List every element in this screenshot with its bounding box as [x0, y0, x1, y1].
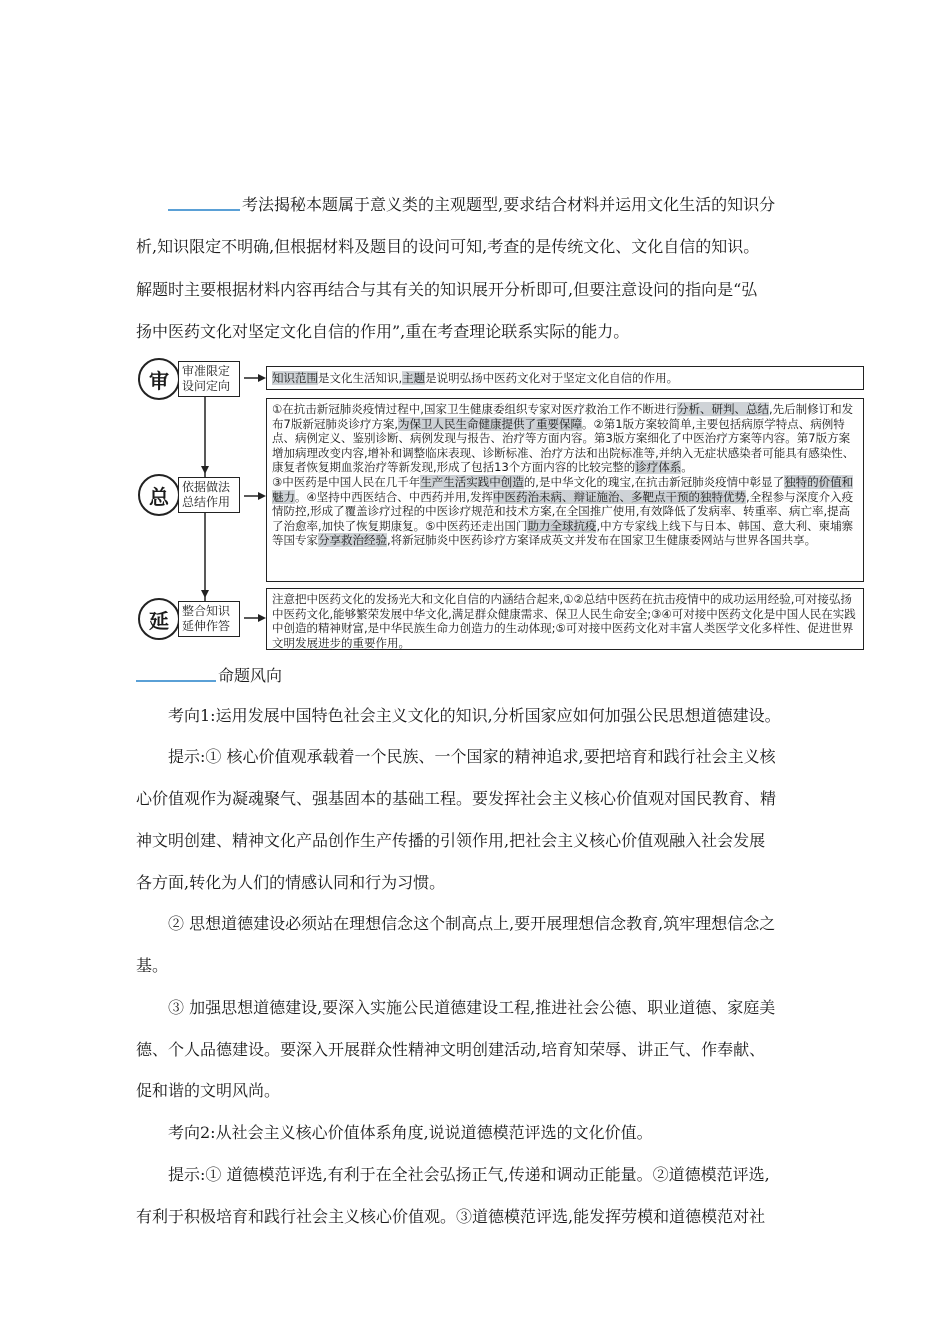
- hint-2-line-2: 基。: [136, 956, 169, 975]
- intro-line-3: 解题时主要根据材料内容再结合与其有关的知识展开分析即可,但要注意设问的指向是“弘: [136, 280, 758, 299]
- hint-1-line-1: 提示:① 核心价值观承载着一个民族、一个国家的精神追求,要把培育和践行社会主义核: [168, 747, 776, 766]
- section2-header: [136, 666, 282, 686]
- hint-2-line-1: ② 思想道德建设必须站在理想信念这个制高点上,要开展理想信念教育,筑牢理想信念之: [168, 914, 776, 933]
- zong-circle: 总: [138, 474, 180, 516]
- intro-line-2: 析,知识限定不明确,但根据材料及题目的设问可知,考查的是传统文化、文化自信的知识。: [136, 237, 760, 256]
- section2-label: 命题风向: [218, 666, 283, 685]
- shen-label: 审准限定设问定向: [178, 361, 240, 397]
- hint-3-line-3: 促和谐的文明风尚。: [136, 1081, 281, 1100]
- kaoxiang-2: 考向2:从社会主义核心价值体系角度,说说道德模范评选的文化价值。: [168, 1123, 653, 1142]
- zong-label: 依据做法总结作用: [178, 477, 240, 513]
- yan-circle: 延: [138, 598, 180, 640]
- hint-3-line-1: ③ 加强思想道德建设,要深入实施公民道德建设工程,推进社会公德、职业道德、家庭美: [168, 998, 776, 1017]
- knowledge-scope-box: 知识范围是文化生活知识,主题是说明弘扬中医药文化对于坚定文化自信的作用。: [266, 366, 864, 390]
- method-diagram: [134, 354, 866, 654]
- shen-circle: 审: [138, 358, 180, 400]
- section-tag-bar: [136, 680, 216, 682]
- hint-1-line-2: 心价值观作为凝魂聚气、强基固本的基础工程。要发挥社会主义核心价值观对国民教育、精: [136, 789, 777, 808]
- hint-1-line-3: 神文明创建、精神文化产品创作生产传播的引领作用,把社会主义核心价值观融入社会发展: [136, 831, 766, 850]
- intro-line-4: 扬中医药文化对坚定文化自信的作用”,重在考查理论联系实际的能力。: [136, 322, 630, 341]
- hint-4-line-1: 提示:① 道德模范评选,有利于在全社会弘扬正气,传递和调动正能量。②道德模范评选,: [168, 1165, 770, 1184]
- intro-label: 考法揭秘: [242, 195, 307, 214]
- hint-1-line-4: 各方面,转化为人们的情感认同和行为习惯。: [136, 873, 446, 892]
- summary-box: ①在抗击新冠肺炎疫情过程中,国家卫生健康委组织专家对医疗救治工作不断进行分析、研判、总结,先后制修订和发布7版新冠肺炎诊疗方案,为保卫人民生命健康提供了重要保障。②第1版方案较简单,主要包括病原学特点、病例特点、病例定义、鉴别诊断、病例发现与报告、治疗等方面内容。第3版方案细化了中医治疗方案等内容。第7版方案增加病理改变内容,增补和调整临床表现、诊断标准、治疗方法和出院标准等,并纳入无症状感染者可能具有感染性、康复者恢复期血浆治疗等新发现,形成了包括13个方面内容的比较完整的诊疗体系。 ③中医药是中国人民在几千年生产生活实践中创造的,是中华文化的瑰宝,在抗击新冠肺炎疫情中彰显了独特的价值和魅力。④坚持中西医结合、中西药并用,发挥中医药治未病、辩证施治、多靶点干预的独特优势,全程参与深度介入疫情防控,形成了覆盖诊疗过程的中医诊疗规范和技术方案,在全国推广使用,有效降低了发病率、转重率、病亡率,提高了治愈率,加快了恢复期康复。⑤中医药还走出国门助力全球抗疫,中方专家线上线下与日本、韩国、意大利、柬埔寨等国专家分享救治经验,将新冠肺炎中医药诊疗方案译成英文并发布在国家卫生健康委网站与世界各国共享。: [266, 398, 864, 582]
- hint-3-line-2: 德、个人品德建设。要深入开展群众性精神文明创建活动,培育知荣辱、讲正气、作奉献、: [136, 1040, 766, 1059]
- intro-line-1: 考法揭秘本题属于意义类的主观题型,要求结合材料并运用文化生活的知识分: [168, 195, 775, 215]
- kaoxiang-1: 考向1:运用发展中国特色社会主义文化的知识,分析国家应如何加强公民思想道德建设。: [168, 706, 781, 725]
- section-tag-bar: [168, 209, 240, 211]
- hint-4-line-2: 有利于积极培育和践行社会主义核心价值观。③道德模范评选,能发挥劳模和道德模范对社: [136, 1207, 766, 1226]
- extend-answer-box: 注意把中医药文化的发扬光大和文化自信的内涵结合起来,①②总结中医药在抗击疫情中的成功运用经验,可对接弘扬中医药文化,能够繁荣发展中华文化,满足群众健康需求、保卫人民生命安全;③④可对接中医药文化是中国人民在实践中创造的精神财富,是中华民族生命力创造力的生动体现;⑤可对接中医药文化对丰富人类医学文化多样性、促进世界文明发展进步的重要作用。: [266, 588, 864, 650]
- yan-label: 整合知识延伸作答: [178, 601, 240, 637]
